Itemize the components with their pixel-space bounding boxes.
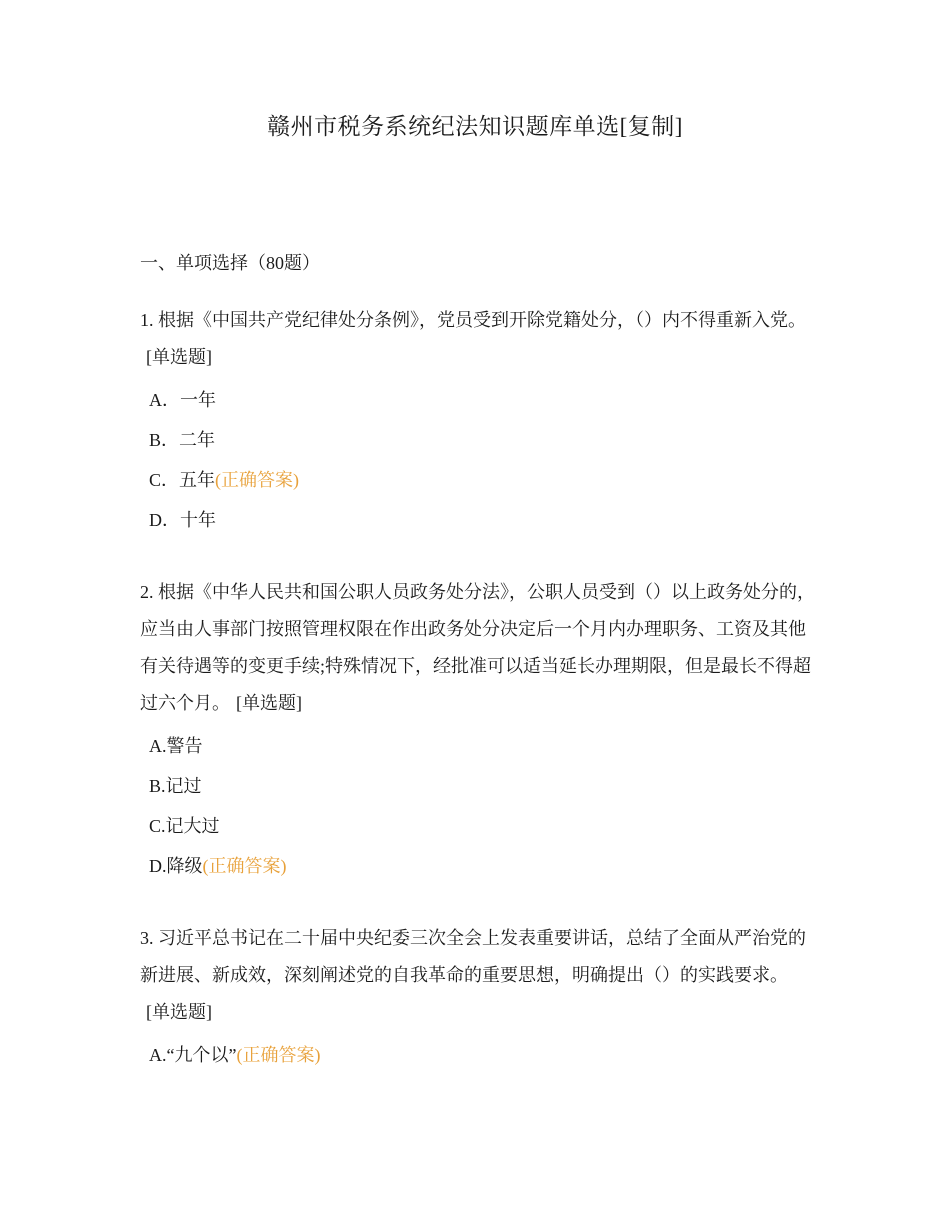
question-stem — [140, 920, 815, 1031]
question-stem — [140, 574, 815, 722]
section-heading: 一、单项选择（80题） — [140, 253, 320, 273]
question-text: 根据《中国共产党纪律处分条例》，党员受到开除党籍处分，（）内不得重新入党。 — [158, 310, 806, 330]
question-number: 3. — [140, 928, 154, 948]
option-text: 五年 — [179, 470, 216, 490]
question-type: [单选题] — [146, 1002, 212, 1022]
option-b — [140, 420, 815, 460]
option-a — [140, 1035, 815, 1075]
option-label: A． — [149, 390, 180, 410]
question-1 — [140, 302, 815, 540]
question-stem — [140, 302, 815, 376]
option-text: 二年 — [179, 430, 216, 450]
document-title: 赣州市税务系统纪法知识题库单选[复制] — [267, 114, 683, 139]
option-a — [140, 380, 815, 420]
option-label: B． — [149, 430, 180, 450]
option-text: 记过 — [165, 776, 202, 796]
question-3 — [140, 920, 815, 1075]
option-label: B. — [149, 776, 166, 796]
option-d — [140, 846, 815, 886]
option-text: “九个以” — [166, 1045, 237, 1065]
question-type: [单选题] — [146, 347, 212, 367]
option-label: A. — [149, 1045, 167, 1065]
question-type: [单选题] — [236, 693, 302, 713]
option-a — [140, 726, 815, 766]
question-number: 2. — [140, 582, 154, 602]
option-text: 记大过 — [165, 816, 220, 836]
option-b — [140, 766, 815, 806]
option-text: 降级 — [166, 856, 203, 876]
correct-answer-mark: (正确答案) — [236, 1045, 321, 1065]
option-label: D． — [149, 510, 180, 530]
option-text: 一年 — [180, 390, 216, 410]
option-text: 警告 — [166, 736, 203, 756]
option-text: 十年 — [180, 510, 216, 530]
option-label: D. — [149, 856, 167, 876]
correct-answer-mark: (正确答案) — [215, 470, 300, 490]
correct-answer-mark: (正确答案) — [202, 856, 287, 876]
option-c — [140, 806, 815, 846]
option-c — [140, 460, 815, 500]
option-label: C. — [149, 816, 166, 836]
option-label: A. — [149, 736, 167, 756]
document-content — [140, 248, 815, 1109]
question-text: 根据《中华人民共和国公职人员政务处分法》，公职人员受到（）以上政务处分的，应当由人事部门按照管理权限在作出政务处分决定后一个月内办理职务、工资及其他有关待遇等的变更手续;特殊情况下，经批准可以适当延长办理期限，但是最长不得超过六个月。 — [140, 582, 815, 713]
question-number: 1. — [140, 310, 154, 330]
option-d — [140, 500, 815, 540]
question-2 — [140, 574, 815, 886]
question-text: 习近平总书记在二十届中央纪委三次全会上发表重要讲话，总结了全面从严治党的新进展、新成效，深刻阐述党的自我革命的重要思想，明确提出（）的实践要求。 — [140, 928, 806, 985]
option-label: C． — [149, 470, 180, 490]
